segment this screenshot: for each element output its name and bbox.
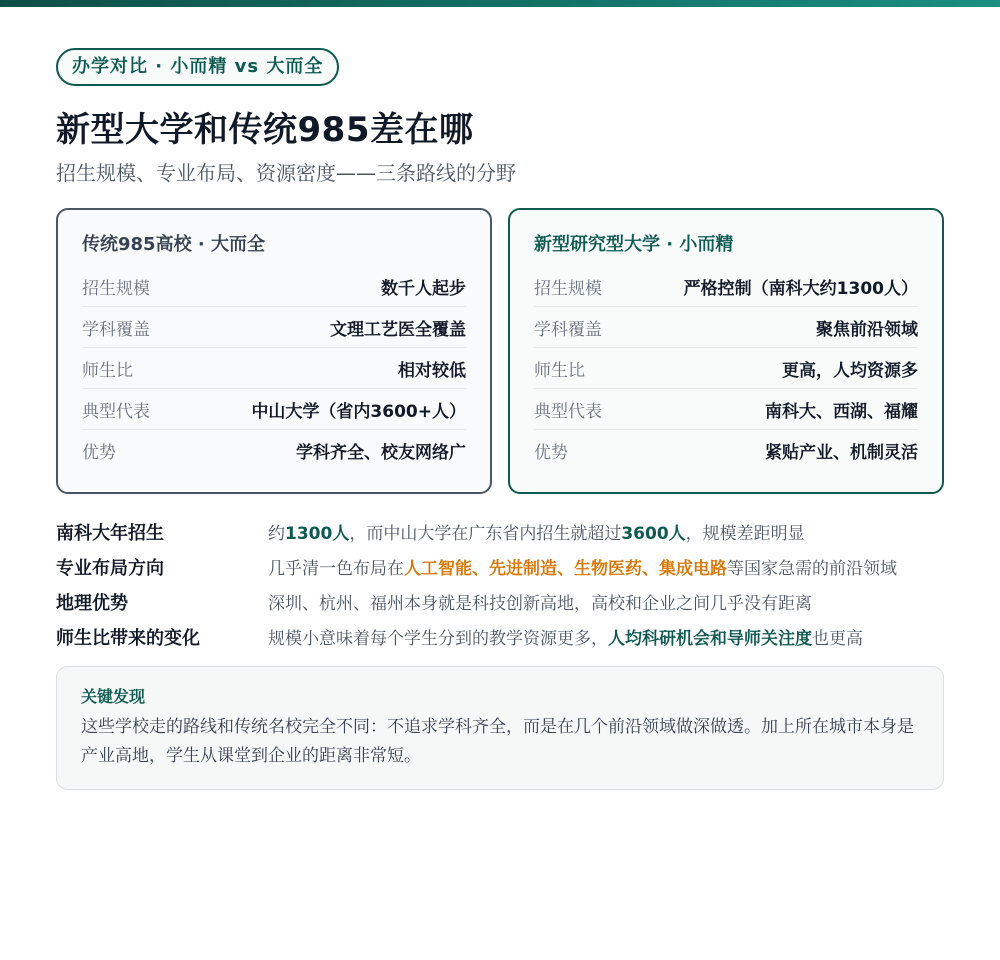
fact-item [56,549,944,584]
card-row [82,389,466,430]
row-value: 相对较低 [398,360,466,381]
row-label: 师生比 [534,360,585,381]
fact-label: 专业布局方向 [56,557,164,579]
row-label: 招生规模 [534,278,602,299]
fact-text [268,554,897,579]
row-value: 严格控制（南科大约1300人） [683,278,918,299]
row-value: 学科齐全、校友网络广 [296,443,466,463]
new-research-university-card [508,208,944,494]
page-content [56,48,944,790]
finding-title: 关键发现 [81,687,146,706]
row-value: 紧贴产业、机制灵活 [765,443,918,463]
card-row [534,348,918,389]
row-value: 中山大学（省内3600+人） [251,401,466,422]
row-label: 招生规模 [82,278,150,299]
highlight-text: 人均科研机会和导师关注度 [608,629,812,649]
card-row [534,266,918,307]
row-value: 聚焦前沿领域 [816,319,918,340]
finding-text: 这些学校走的路线和传统名校完全不同：不追求学科齐全，而是在几个前沿领域做深做透。加上所在城市本身是产业高地，学生从课堂到企业的距离非常短。 [81,717,914,766]
row-value: 南科大、西湖、福耀 [765,401,918,422]
fact-text [268,624,863,649]
fact-label: 南科大年招生 [56,522,164,544]
row-label: 师生比 [82,360,133,381]
text-segment: 深圳、杭州、福州本身就是科技创新高地，高校和企业之间几乎没有距离 [268,594,812,614]
text-segment: 几乎清一色布局在 [268,559,404,579]
row-value: 文理工艺医全覆盖 [330,319,466,340]
card-title: 传统985高校 · 大而全 [82,234,265,255]
fact-list [56,514,944,654]
highlight-text: 3600人 [621,524,686,544]
row-label: 典型代表 [82,401,150,422]
card-row [82,266,466,307]
fact-item [56,584,944,619]
page-subtitle: 招生规模、专业布局、资源密度——三条路线的分野 [56,161,516,185]
card-row [534,307,918,348]
topic-badge: 办学对比 · 小而精 vs 大而全 [56,48,339,86]
row-label: 学科覆盖 [534,319,602,340]
fact-item [56,619,944,654]
text-segment: ，而中山大学在广东省内招生就超过 [349,524,622,544]
card-row [534,430,918,471]
text-segment: ，规模差距明显 [685,524,805,544]
text-segment: 约 [268,524,285,544]
row-value: 数千人起步 [381,278,466,299]
fact-label: 师生比带来的变化 [56,627,200,649]
card-row [82,348,466,389]
fact-item [56,514,944,549]
text-segment: 等国家急需的前沿领域 [727,559,897,579]
comparison-cards [56,208,944,494]
card-row [534,389,918,430]
card-row [82,307,466,348]
highlight-text: 1300人 [285,524,350,544]
fact-text [268,519,805,544]
row-label: 学科覆盖 [82,319,150,340]
text-segment: 也更高 [812,629,863,649]
row-label: 典型代表 [534,401,602,422]
page-title: 新型大学和传统985差在哪 [56,110,474,150]
row-value: 更高，人均资源多 [782,360,918,381]
fact-label: 地理优势 [56,592,128,614]
highlight-text: 人工智能、先进制造、生物医药、集成电路 [404,559,727,579]
card-row [82,430,466,471]
row-label: 优势 [534,443,568,463]
card-title: 新型研究型大学 · 小而精 [534,234,734,255]
key-finding-box [56,666,944,790]
text-segment: 规模小意味着每个学生分到的教学资源更多， [268,629,608,649]
top-accent-bar [0,0,1000,7]
fact-text [268,589,812,614]
traditional-985-card [56,208,492,494]
row-label: 优势 [82,443,116,463]
